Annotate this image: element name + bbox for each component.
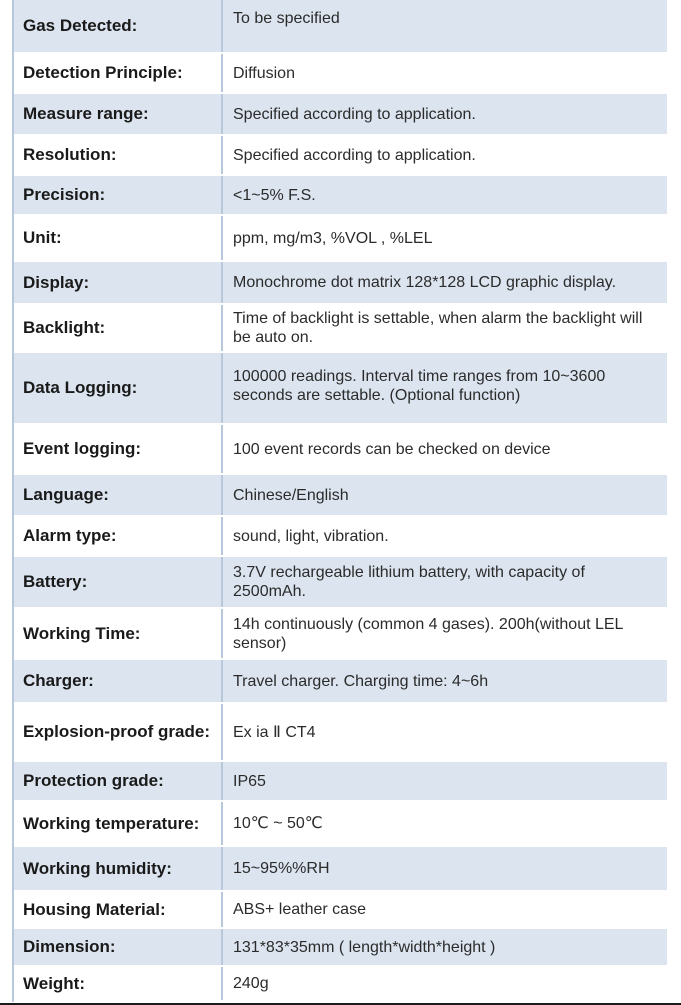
spec-label: Working humidity: <box>14 847 223 890</box>
spec-value: 10℃ ~ 50℃ <box>233 815 323 832</box>
spec-label: Gas Detected: <box>14 0 223 52</box>
spec-label: Battery: <box>14 557 223 607</box>
spec-row-data-logging <box>14 353 667 425</box>
spec-value: 14h continuously (common 4 gases). 200h(without LEL sensor) <box>233 615 623 652</box>
spec-row-detection-principle <box>14 54 667 94</box>
spec-row-working-temperature <box>14 802 667 847</box>
spec-label: Explosion-proof grade: <box>14 704 223 760</box>
spec-value: 15~95%%RH <box>233 860 330 877</box>
spec-row-dimension <box>14 929 667 967</box>
spec-label: Weight: <box>14 967 223 1000</box>
spec-label: Working Time: <box>14 609 223 658</box>
spec-value: Travel charger. Charging time: 4~6h <box>233 672 489 690</box>
spec-row-weight <box>14 967 667 1002</box>
spec-row-protection-grade <box>14 762 667 802</box>
spec-label: Charger: <box>14 660 223 702</box>
spec-row-working-time <box>14 609 667 660</box>
spec-label: Display: <box>14 262 223 303</box>
spec-label: Data Logging: <box>14 353 223 423</box>
spec-row-backlight <box>14 305 667 353</box>
spec-row-battery <box>14 557 667 609</box>
spec-label: Measure range: <box>14 94 223 134</box>
spec-label: Language: <box>14 475 223 515</box>
spec-label: Resolution: <box>14 136 223 174</box>
spec-row-precision <box>14 176 667 216</box>
spec-value: ppm, mg/m3, %VOL , %LEL <box>233 229 433 247</box>
spec-value: 131*83*35mm ( length*width*height ) <box>233 938 496 956</box>
spec-value: 240g <box>233 975 269 992</box>
spec-row-alarm-type <box>14 517 667 557</box>
spec-label: Detection Principle: <box>14 54 223 92</box>
spec-label: Backlight: <box>14 305 223 351</box>
spec-row-unit <box>14 216 667 262</box>
spec-value: ABS+ leather case <box>233 901 366 918</box>
spec-label: Working temperature: <box>14 802 223 845</box>
spec-label: Dimension: <box>14 929 223 965</box>
spec-label: Unit: <box>14 216 223 260</box>
spec-label: Protection grade: <box>14 762 223 800</box>
spec-table <box>12 0 667 1002</box>
spec-value: <1~5% F.S. <box>233 186 316 204</box>
spec-value: Diffusion <box>233 64 295 82</box>
spec-value: sound, light, vibration. <box>233 527 389 545</box>
spec-row-display <box>14 262 667 305</box>
spec-value: Specified according to application. <box>233 105 476 123</box>
spec-label: Event logging: <box>14 425 223 473</box>
spec-value: Time of backlight is settable, when alarm the backlight will be auto on. <box>233 310 643 346</box>
spec-row-explosion-proof-grade <box>14 704 667 762</box>
spec-row-language <box>14 475 667 517</box>
spec-row-charger <box>14 660 667 704</box>
spec-value: Monochrome dot matrix 128*128 LCD graphic display. <box>233 274 617 291</box>
spec-value: IP65 <box>233 772 266 790</box>
spec-row-gas-detected <box>14 0 667 54</box>
spec-row-resolution <box>14 136 667 176</box>
spec-row-measure-range <box>14 94 667 136</box>
spec-value: 3.7V rechargeable lithium battery, with capacity of 2500mAh. <box>233 564 585 600</box>
spec-value: 100000 readings. Interval time ranges from 10~3600 seconds are settable. (Optional function) <box>233 368 606 404</box>
spec-value: Ex ia Ⅱ CT4 <box>233 723 316 741</box>
spec-label: Alarm type: <box>14 517 223 555</box>
spec-row-event-logging <box>14 425 667 475</box>
spec-row-housing-material <box>14 892 667 929</box>
spec-label: Housing Material: <box>14 892 223 927</box>
spec-value: To be specified <box>233 10 340 27</box>
spec-value: Specified according to application. <box>233 146 476 164</box>
spec-value: 100 event records can be checked on device <box>233 440 551 458</box>
spec-row-working-humidity <box>14 847 667 892</box>
spec-label: Precision: <box>14 176 223 214</box>
spec-value: Chinese/English <box>233 486 349 504</box>
